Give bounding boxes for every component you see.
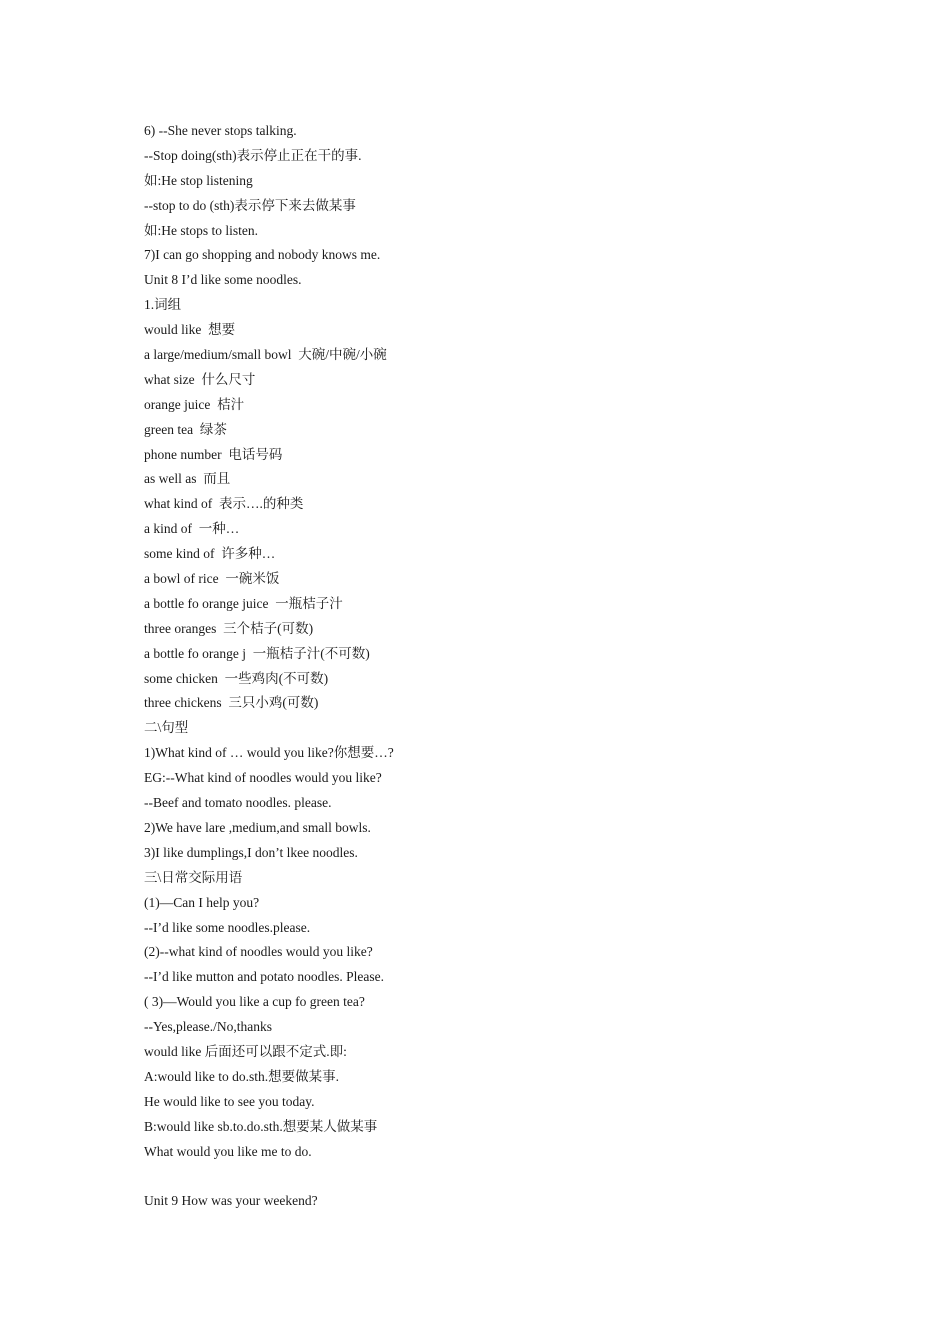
text-line: --Beef and tomato noodles. please. bbox=[144, 795, 332, 811]
text-line: 如:He stops to listen. bbox=[144, 222, 258, 238]
text-line: He would like to see you today. bbox=[144, 1093, 315, 1109]
vocab-line: some kind of 许多种… bbox=[144, 546, 276, 562]
vocab-line: orange juice 桔汁 bbox=[144, 396, 245, 412]
text-line: 1)What kind of … would you like?你想要…? bbox=[144, 745, 394, 761]
vocab-line: a bottle fo orange j 一瓶桔子汁(不可数) bbox=[144, 645, 370, 661]
text-line: would like 后面还可以跟不定式.即: bbox=[144, 1043, 347, 1059]
text-line: ( 3)—Would you like a cup fo green tea? bbox=[144, 994, 365, 1010]
text-line: --Yes,please./No,thanks bbox=[144, 1019, 272, 1035]
blank-line bbox=[144, 1164, 844, 1189]
vocab-line: a kind of 一种… bbox=[144, 521, 240, 537]
vocab-line: what kind of 表示….的种类 bbox=[144, 496, 304, 512]
vocab-line: phone number 电话号码 bbox=[144, 446, 283, 462]
vocab-line: green tea 绿茶 bbox=[144, 421, 227, 437]
text-line: --I’d like mutton and potato noodles. Please. bbox=[144, 969, 384, 985]
text-line: --stop to do (sth)表示停下来去做某事 bbox=[144, 197, 356, 213]
vocab-line: some chicken 一些鸡肉(不可数) bbox=[144, 670, 329, 686]
text-line: (1)—Can I help you? bbox=[144, 894, 260, 910]
text-line: 如:He stop listening bbox=[144, 172, 253, 188]
vocab-line: would like 想要 bbox=[144, 322, 236, 338]
text-line: 3)I like dumplings,I don’t lkee noodles. bbox=[144, 844, 358, 860]
text-line: 2)We have lare ,medium,and small bowls. bbox=[144, 819, 371, 835]
vocab-line: a bottle fo orange juice 一瓶桔子汁 bbox=[144, 595, 343, 611]
vocab-line: a large/medium/small bowl 大碗/中碗/小碗 bbox=[144, 347, 387, 363]
text-line: --Stop doing(sth)表示停止正在干的事. bbox=[144, 147, 362, 163]
unit-heading: Unit 8 I’d like some noodles. bbox=[144, 272, 302, 288]
section-heading: 三\日常交际用语 bbox=[144, 869, 243, 885]
vocab-line: what size 什么尺寸 bbox=[144, 371, 256, 387]
text-line: EG:--What kind of noodles would you like? bbox=[144, 770, 382, 786]
text-line: B:would like sb.to.do.sth.想要某人做某事 bbox=[144, 1118, 378, 1134]
text-line: What would you like me to do. bbox=[144, 1143, 312, 1159]
vocab-line: three oranges 三个桔子(可数) bbox=[144, 620, 314, 636]
text-line: --I’d like some noodles.please. bbox=[144, 919, 311, 935]
section-heading: 二\句型 bbox=[144, 720, 189, 736]
text-line: 6) --She never stops talking. bbox=[144, 123, 297, 138]
vocab-line: three chickens 三只小鸡(可数) bbox=[144, 695, 319, 711]
vocab-line: a bowl of rice 一碗米饭 bbox=[144, 571, 280, 587]
vocab-line: as well as 而且 bbox=[144, 471, 231, 487]
section-heading: 1.词组 bbox=[144, 297, 182, 313]
document-body bbox=[144, 119, 844, 1214]
text-line: (2)--what kind of noodles would you like? bbox=[144, 944, 373, 960]
unit-heading: Unit 9 How was your weekend? bbox=[144, 1193, 318, 1209]
text-line: 7)I can go shopping and nobody knows me. bbox=[144, 247, 381, 263]
text-line: A:would like to do.sth.想要做某事. bbox=[144, 1068, 339, 1084]
